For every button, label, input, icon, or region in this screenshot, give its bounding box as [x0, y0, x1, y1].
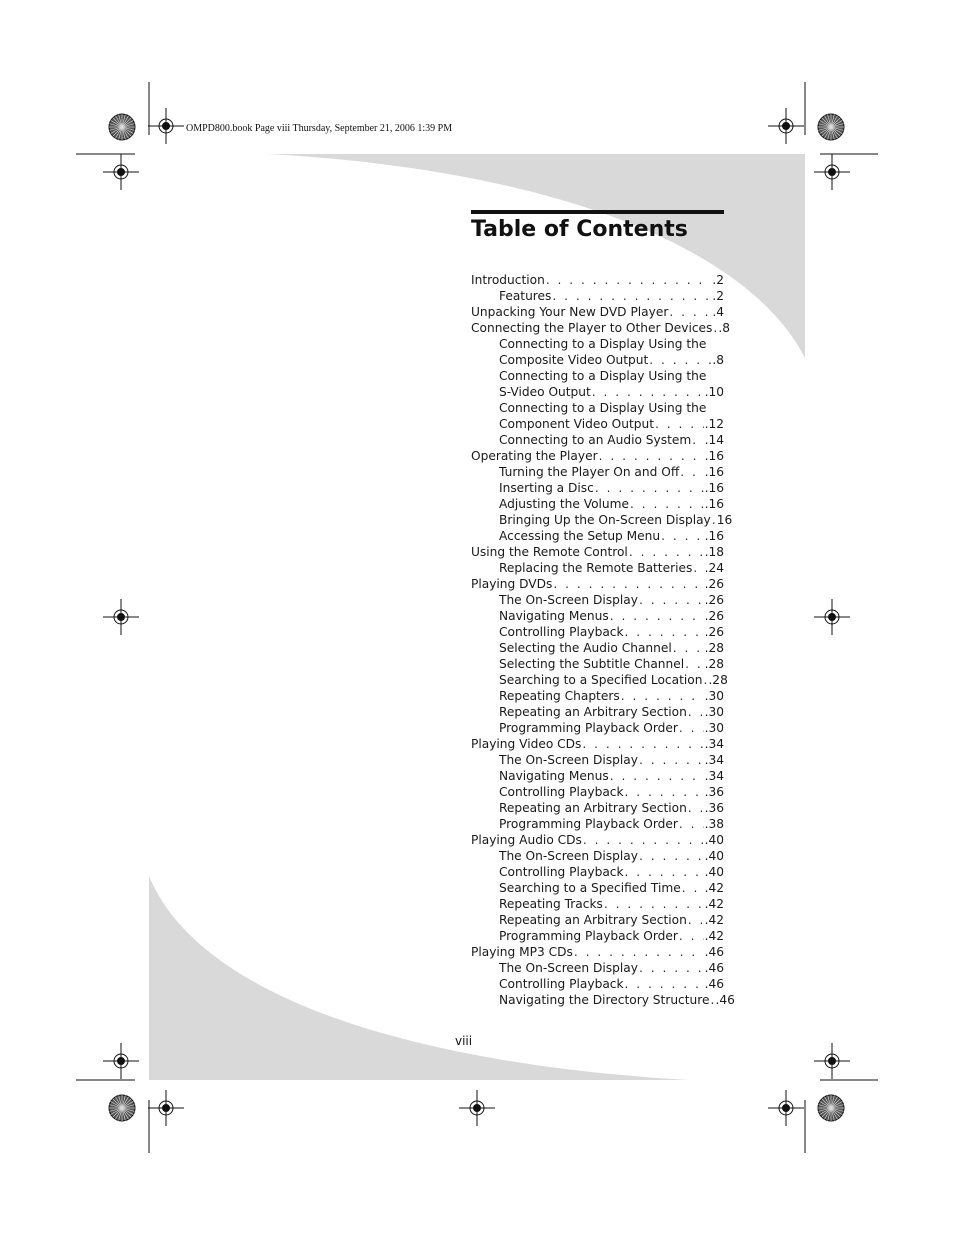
toc-entry-page: .42 [704, 881, 724, 895]
toc-entry-title: Playing DVDs [471, 577, 553, 591]
toc-entry-title: Repeating Tracks [499, 897, 603, 911]
toc-entry-title: Component Video Output [499, 417, 654, 431]
page-number: viii [455, 1034, 473, 1048]
registration-crosshair [814, 599, 850, 635]
toc-entry [471, 560, 724, 576]
toc-entry [471, 368, 724, 384]
toc-dot-leader [630, 496, 704, 512]
toc-entry-page: .30 [704, 721, 724, 735]
toc-entry-page: .28 [704, 641, 724, 655]
toc-entry-page: .46 [704, 945, 724, 959]
toc-dot-leader [649, 352, 711, 368]
toc-entry [471, 496, 724, 512]
toc-dot-leader [582, 736, 703, 752]
toc-entry [471, 864, 724, 880]
toc-entry-page: .12 [704, 417, 724, 431]
toc-dot-leader [713, 320, 717, 336]
toc-dot-leader [679, 720, 704, 736]
toc-entry [471, 624, 724, 640]
toc-entry [471, 656, 724, 672]
toc-entry [471, 704, 724, 720]
toc-entry-page: .16 [704, 465, 724, 479]
toc-entry-title: Introduction [471, 273, 545, 287]
toc-entry [471, 608, 724, 624]
toc-dot-leader [661, 528, 703, 544]
toc-entry-page: .40 [704, 833, 724, 847]
toc-dot-leader [669, 304, 711, 320]
toc-dot-leader [621, 688, 704, 704]
toc-entry [471, 880, 724, 896]
toc-entry-page: .16 [704, 481, 724, 495]
toc-dot-leader [673, 640, 704, 656]
toc-dot-leader [625, 976, 704, 992]
toc-dot-leader [679, 816, 704, 832]
toc-entry [471, 464, 724, 480]
toc-entry-title: Connecting to a Display Using the [499, 401, 707, 415]
registration-crosshair [814, 1043, 850, 1079]
toc-entry-page: .26 [704, 593, 724, 607]
toc-entry-title: Controlling Playback [499, 625, 624, 639]
toc-entry [471, 448, 724, 464]
toc-entry [471, 896, 724, 912]
toc-entry-page: .38 [704, 817, 724, 831]
toc-entry [471, 352, 724, 368]
toc-entry-page: .26 [704, 577, 724, 591]
toc-entry [471, 416, 724, 432]
toc-entry-page: .46 [715, 993, 735, 1007]
toc-entry-title: Playing MP3 CDs [471, 945, 573, 959]
toc-entry-page: .16 [704, 449, 724, 463]
toc-entry-title: Connecting to a Display Using the [499, 369, 707, 383]
toc-dot-leader [639, 960, 704, 976]
toc-entry-page: .42 [704, 929, 724, 943]
toc-entry-title: Navigating Menus [499, 609, 609, 623]
toc-entry [471, 944, 724, 960]
toc-entry-title: Searching to a Specified Time [499, 881, 681, 895]
toc-entry-page: .2 [712, 289, 724, 303]
toc-dot-leader [595, 480, 704, 496]
toc-entry-title: Inserting a Disc [499, 481, 594, 495]
title-rule [471, 210, 724, 214]
toc-entry-page: .4 [712, 305, 724, 319]
toc-entry-title: The On-Screen Display [499, 849, 638, 863]
toc-entry-page: .24 [704, 561, 724, 575]
toc-entry [471, 304, 724, 320]
registration-crosshair [103, 1043, 139, 1079]
toc-entry-title: Repeating Chapters [499, 689, 620, 703]
toc-entry [471, 800, 724, 816]
toc-entry-title: Connecting the Player to Other Devices [471, 321, 713, 335]
toc-entry-title: Connecting to a Display Using the [499, 337, 707, 351]
registration-crosshair [103, 154, 139, 190]
toc-entry [471, 480, 724, 496]
toc-dot-leader [692, 432, 703, 448]
toc-entry-page: .8 [712, 353, 724, 367]
toc-entry-page: .28 [708, 673, 728, 687]
toc-entry-title: Selecting the Subtitle Channel [499, 657, 685, 671]
toc-entry-title: Adjusting the Volume [499, 497, 630, 511]
toc-dot-leader [583, 832, 704, 848]
toc-entry-title: Programming Playback Order [499, 721, 678, 735]
toc-entry-title: Navigating Menus [499, 769, 609, 783]
toc-entry [471, 672, 728, 688]
toc-dot-leader [679, 928, 704, 944]
toc-entry-page: .42 [704, 897, 724, 911]
toc-entry [471, 768, 724, 784]
toc-entry-page: .46 [704, 977, 724, 991]
toc-entry [471, 512, 733, 528]
toc-entry-title: S-Video Output [499, 385, 591, 399]
registration-crosshair [768, 1090, 804, 1126]
toc-entry [471, 992, 735, 1008]
book-info-header: OMPD800.book Page viii Thursday, September 21, 2006 1:39 PM [186, 123, 453, 134]
toc-entry-page: .34 [704, 737, 724, 751]
toc-entry-title: The On-Screen Display [499, 753, 638, 767]
toc-entry [471, 336, 724, 352]
toc-entry [471, 640, 724, 656]
toc-entry [471, 912, 724, 928]
toc-entry [471, 400, 724, 416]
page-title: Table of Contents [471, 217, 688, 242]
toc-entry-title: Selecting the Audio Channel [499, 641, 672, 655]
toc-dot-leader [711, 992, 715, 1008]
toc-dot-leader [625, 624, 704, 640]
toc-entry-page: .30 [704, 689, 724, 703]
toc-entry-title: The On-Screen Display [499, 593, 638, 607]
toc-entry [471, 848, 724, 864]
toc-entry-page: .40 [704, 865, 724, 879]
toc-entry [471, 784, 724, 800]
toc-entry-title: Controlling Playback [499, 977, 624, 991]
toc-entry-title: Navigating the Directory Structure [499, 993, 710, 1007]
toc-entry [471, 688, 724, 704]
toc-dot-leader [682, 880, 704, 896]
toc-entry-title: The On-Screen Display [499, 961, 638, 975]
toc-entry-page: .16 [704, 529, 724, 543]
toc-entry-page: 16 [716, 513, 733, 527]
toc-dot-leader [639, 848, 704, 864]
toc-entry [471, 528, 724, 544]
toc-dot-leader [552, 288, 711, 304]
toc-dot-leader [639, 592, 704, 608]
toc-entry-title: Searching to a Specified Location [499, 673, 703, 687]
toc-entry-title: Repeating an Arbitrary Section [499, 705, 687, 719]
toc-entry-title: Replacing the Remote Batteries [499, 561, 693, 575]
table-of-contents [471, 272, 735, 1008]
toc-entry-page: .40 [704, 849, 724, 863]
toc-entry [471, 544, 724, 560]
toc-dot-leader [610, 608, 704, 624]
toc-entry [471, 288, 724, 304]
toc-dot-leader [629, 544, 704, 560]
toc-entry-page: .34 [704, 753, 724, 767]
toc-entry-title: Features [499, 289, 552, 303]
toc-dot-leader [599, 448, 704, 464]
registration-crosshair [459, 1090, 495, 1126]
toc-entry-title: Turning the Player On and Off [499, 465, 680, 479]
toc-dot-leader [712, 512, 716, 528]
toc-dot-leader [688, 800, 704, 816]
toc-entry-title: Playing Video CDs [471, 737, 582, 751]
toc-entry [471, 432, 724, 448]
toc-entry-page: .36 [704, 785, 724, 799]
toc-entry-page: .14 [704, 433, 724, 447]
toc-dot-leader [693, 560, 703, 576]
toc-dot-leader [639, 752, 704, 768]
toc-dot-leader [625, 864, 704, 880]
toc-entry [471, 736, 724, 752]
toc-entry-title: Unpacking Your New DVD Player [471, 305, 669, 319]
toc-entry-title: Accessing the Setup Menu [499, 529, 661, 543]
toc-dot-leader [685, 656, 703, 672]
toc-entry-page: .28 [704, 657, 724, 671]
toc-dot-leader [625, 784, 704, 800]
toc-entry-title: Composite Video Output [499, 353, 649, 367]
toc-dot-leader [592, 384, 704, 400]
toc-entry-page: .26 [704, 609, 724, 623]
toc-entry-page: .42 [704, 913, 724, 927]
toc-dot-leader [655, 416, 704, 432]
toc-entry-page: .36 [704, 801, 724, 815]
toc-entry-title: Programming Playback Order [499, 817, 678, 831]
toc-dot-leader [546, 272, 712, 288]
toc-entry-title: Controlling Playback [499, 785, 624, 799]
registration-starburst [109, 1095, 135, 1121]
toc-entry-title: Connecting to an Audio System [499, 433, 692, 447]
toc-entry [471, 928, 724, 944]
toc-entry-page: .8 [718, 321, 731, 335]
registration-crosshair [768, 108, 804, 144]
toc-dot-leader [610, 768, 704, 784]
toc-dot-leader [688, 704, 704, 720]
registration-crosshair [103, 599, 139, 635]
toc-entry-page: .26 [704, 625, 724, 639]
registration-starburst [109, 114, 135, 140]
toc-entry [471, 384, 724, 400]
toc-dot-leader [574, 944, 704, 960]
toc-entry-page: .16 [704, 497, 724, 511]
toc-dot-leader [604, 896, 704, 912]
registration-starburst [818, 114, 844, 140]
toc-entry-page: .30 [704, 705, 724, 719]
toc-entry-title: Using the Remote Control [471, 545, 628, 559]
toc-entry [471, 272, 724, 288]
toc-entry-page: .46 [704, 961, 724, 975]
toc-entry [471, 832, 724, 848]
toc-entry [471, 576, 724, 592]
toc-entry-page: .34 [704, 769, 724, 783]
toc-entry-page: .10 [704, 385, 724, 399]
toc-dot-leader [680, 464, 703, 480]
registration-starburst [818, 1095, 844, 1121]
toc-entry [471, 592, 724, 608]
toc-dot-leader [703, 672, 707, 688]
toc-entry-title: Programming Playback Order [499, 929, 678, 943]
registration-crosshair [148, 1090, 184, 1126]
toc-entry [471, 960, 724, 976]
toc-entry-title: Repeating an Arbitrary Section [499, 913, 687, 927]
toc-entry [471, 320, 731, 336]
toc-entry-title: Operating the Player [471, 449, 598, 463]
toc-entry-page: .2 [712, 273, 724, 287]
toc-dot-leader [553, 576, 703, 592]
toc-entry-title: Controlling Playback [499, 865, 624, 879]
toc-entry [471, 752, 724, 768]
toc-entry-title: Playing Audio CDs [471, 833, 582, 847]
toc-entry [471, 816, 724, 832]
toc-entry [471, 976, 724, 992]
toc-entry-title: Bringing Up the On-Screen Display [499, 513, 711, 527]
toc-entry-title: Repeating an Arbitrary Section [499, 801, 687, 815]
toc-dot-leader [688, 912, 704, 928]
registration-crosshair [814, 154, 850, 190]
registration-crosshair [148, 108, 184, 144]
toc-entry-page: .18 [704, 545, 724, 559]
toc-entry [471, 720, 724, 736]
